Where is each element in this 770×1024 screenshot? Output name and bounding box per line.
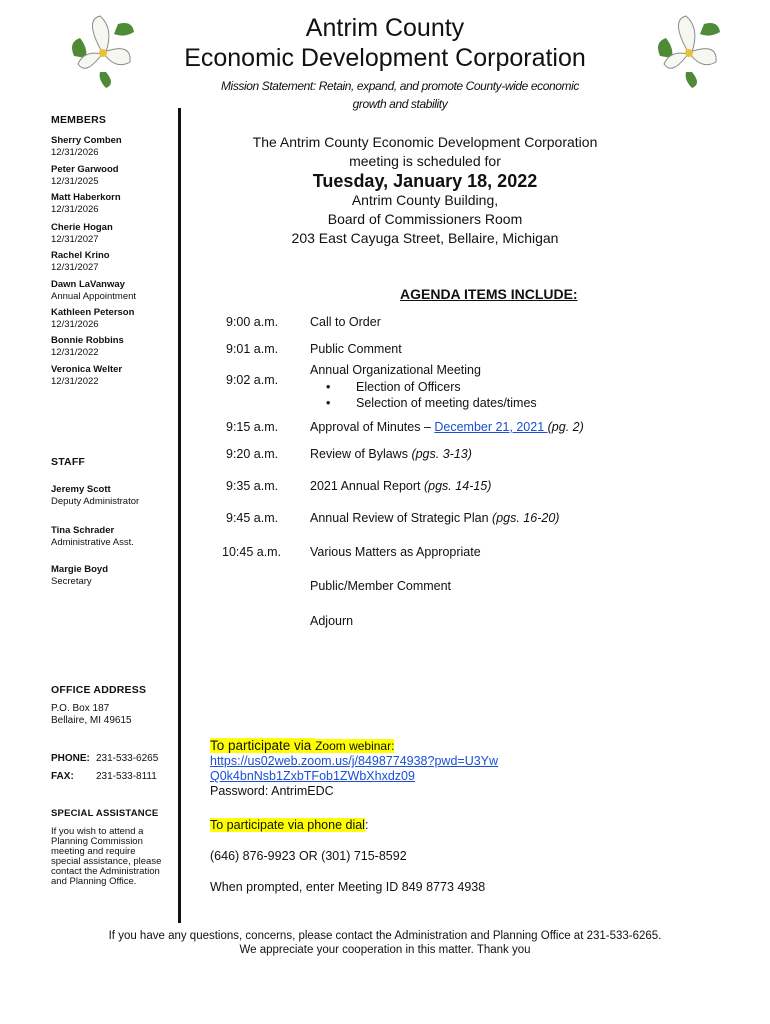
agenda-item xyxy=(310,420,584,434)
member-entry xyxy=(51,279,176,303)
staff-entry xyxy=(51,484,176,508)
member-name: Kathleen Peterson xyxy=(51,307,135,318)
member-entry xyxy=(51,192,176,216)
agenda-time: 9:02 a.m. xyxy=(226,373,279,387)
vertical-divider xyxy=(178,108,181,923)
member-name: Dawn LaVanway xyxy=(51,279,125,290)
agenda-item: Annual Organizational Meeting xyxy=(310,363,481,377)
staff-name: Margie Boyd xyxy=(51,564,109,575)
agenda-sub-list xyxy=(330,379,537,411)
intro-line2: meeting is scheduled for xyxy=(349,153,501,169)
page-title-line2: Economic Development Corporation xyxy=(184,44,586,72)
location-line3: 203 East Cayuga Street, Bellaire, Michigan xyxy=(291,230,559,246)
agenda-time: 9:00 a.m. xyxy=(226,315,279,329)
agenda-sub-item: • Selection of meeting dates/times xyxy=(330,395,537,411)
member-term: 12/31/2025 xyxy=(51,176,99,187)
member-name: Matt Haberkorn xyxy=(51,192,121,203)
member-term: 12/31/2027 xyxy=(51,234,99,245)
staff-role: Administrative Asst. xyxy=(51,537,134,548)
member-name: Cherie Hogan xyxy=(51,222,113,233)
agenda-item xyxy=(310,511,559,525)
member-entry xyxy=(51,307,176,331)
trillium-flower-icon xyxy=(652,12,726,90)
agenda-time: 9:20 a.m. xyxy=(226,447,279,461)
member-term: 12/31/2026 xyxy=(51,147,99,158)
special-assistance-line: Planning Commission xyxy=(51,836,143,847)
zoom-password: Password: AntrimEDC xyxy=(210,784,334,798)
zoom-url[interactable] xyxy=(210,754,498,784)
special-assistance-heading: SPECIAL ASSISTANCE xyxy=(51,808,159,819)
agenda-item: Adjourn xyxy=(310,614,354,628)
member-term: 12/31/2026 xyxy=(51,319,99,330)
member-name: Veronica Welter xyxy=(51,364,123,375)
agenda-time: 9:01 a.m. xyxy=(226,342,279,356)
member-entry xyxy=(51,164,176,188)
agenda-time: 10:45 a.m. xyxy=(222,545,282,559)
meeting-date: Tuesday, January 18, 2022 xyxy=(312,171,538,191)
zoom-url-line1[interactable]: https://us02web.zoom.us/j/8498774938?pwd=U3Yw xyxy=(210,754,499,768)
agenda-item: Call to Order xyxy=(310,315,381,329)
special-assistance-line: contact the Administration xyxy=(51,866,160,877)
staff-name: Tina Schrader xyxy=(51,525,115,536)
special-assistance-line: meeting and require xyxy=(51,846,136,857)
member-name: Rachel Krino xyxy=(51,250,110,261)
agenda-pages: (pgs. 3-13) xyxy=(411,447,472,461)
zoom-label-webinar: Zoom webinar: xyxy=(315,739,395,753)
member-term: 12/31/2022 xyxy=(51,347,99,358)
agenda-time: 9:15 a.m. xyxy=(226,420,279,434)
agenda-item xyxy=(310,479,491,493)
phone-label: PHONE: xyxy=(51,753,90,764)
member-entry xyxy=(51,135,176,159)
phone-number: 231-533-6265 xyxy=(96,753,159,764)
staff-role: Secretary xyxy=(51,576,92,587)
special-assistance-line: special assistance, please xyxy=(51,856,162,867)
agenda-time: 9:45 a.m. xyxy=(226,511,279,525)
staff-heading: STAFF xyxy=(51,456,86,468)
staff-entry xyxy=(51,564,176,588)
address-line1: P.O. Box 187 xyxy=(51,703,110,714)
page-title-line1: Antrim County xyxy=(305,14,465,42)
location-line1: Antrim County Building, xyxy=(351,192,499,208)
member-name: Peter Garwood xyxy=(51,164,119,175)
members-heading: MEMBERS xyxy=(51,114,107,126)
agenda-item: Various Matters as Appropriate xyxy=(310,545,481,559)
agenda-item: Public/Member Comment xyxy=(310,579,452,593)
phone-dial-label-text: To participate via phone dial xyxy=(210,818,365,832)
member-entry xyxy=(51,364,176,388)
location-line2: Board of Commissioners Room xyxy=(327,211,523,227)
mission-statement-line1: Mission Statement: Retain, expand, and promote County-wide economic xyxy=(220,79,580,93)
agenda-item-text: Review of Bylaws xyxy=(310,447,412,461)
member-entry xyxy=(51,250,176,274)
agenda-item-text: Annual Review of Strategic Plan xyxy=(310,511,493,525)
address-line2: Bellaire, MI 49615 xyxy=(51,715,132,726)
member-term: Annual Appointment xyxy=(51,291,137,302)
footer-line1: If you have any questions, concerns, please contact the Administration and Planning Office at 231-533-6265. xyxy=(108,930,662,942)
fax-number: 231-533-8111 xyxy=(96,771,157,782)
member-entry xyxy=(51,335,176,359)
member-name: Bonnie Robbins xyxy=(51,335,124,346)
agenda-item-text: 2021 Annual Report xyxy=(310,479,424,493)
agenda-pages: (pgs. 16-20) xyxy=(492,511,560,525)
agenda-heading: AGENDA ITEMS INCLUDE: xyxy=(400,286,578,302)
mission-statement-line2: growth and stability xyxy=(352,97,448,111)
agenda-pages: (pgs. 14-15) xyxy=(423,479,492,493)
fax-label: FAX: xyxy=(51,771,74,782)
agenda-pages: (pg. 2) xyxy=(547,420,584,434)
trillium-flower-icon xyxy=(66,12,140,90)
footer-line2: We appreciate your cooperation in this matter. Thank you xyxy=(239,944,531,956)
zoom-url-line2[interactable]: Q0k4bnNsb1ZxbTFob1ZWbXhxdz09 xyxy=(210,769,415,783)
zoom-label-text: To participate via xyxy=(210,738,316,753)
member-term: 12/31/2026 xyxy=(51,204,99,215)
staff-role: Deputy Administrator xyxy=(51,496,140,507)
intro-line1: The Antrim County Economic Development Corporation xyxy=(252,134,598,150)
agenda-item xyxy=(310,447,472,461)
phone-dial-colon: : xyxy=(364,818,369,832)
special-assistance-line: If you wish to attend a xyxy=(51,826,144,837)
office-address-heading: OFFICE ADDRESS xyxy=(51,684,147,696)
staff-name: Jeremy Scott xyxy=(51,484,111,495)
agenda-item: Public Comment xyxy=(310,342,402,356)
zoom-label xyxy=(210,738,394,754)
agenda-item-text: Approval of Minutes – xyxy=(310,420,435,434)
dial-in-numbers: (646) 876-9923 OR (301) 715-8592 xyxy=(210,849,407,863)
special-assistance-text xyxy=(51,827,161,887)
agenda-sub-item: • Election of Officers xyxy=(330,379,537,395)
phone-dial-label xyxy=(210,818,368,833)
special-assistance-line: and Planning Office. xyxy=(51,876,137,887)
agenda-time: 9:35 a.m. xyxy=(226,479,279,493)
member-term: 12/31/2022 xyxy=(51,376,99,387)
staff-entry xyxy=(51,525,176,549)
meeting-id: When prompted, enter Meeting ID 849 8773 4938 xyxy=(210,880,486,894)
minutes-link[interactable]: December 21, 2021 xyxy=(434,420,548,434)
member-term: 12/31/2027 xyxy=(51,262,99,273)
member-entry xyxy=(51,222,176,246)
member-name: Sherry Comben xyxy=(51,135,122,146)
